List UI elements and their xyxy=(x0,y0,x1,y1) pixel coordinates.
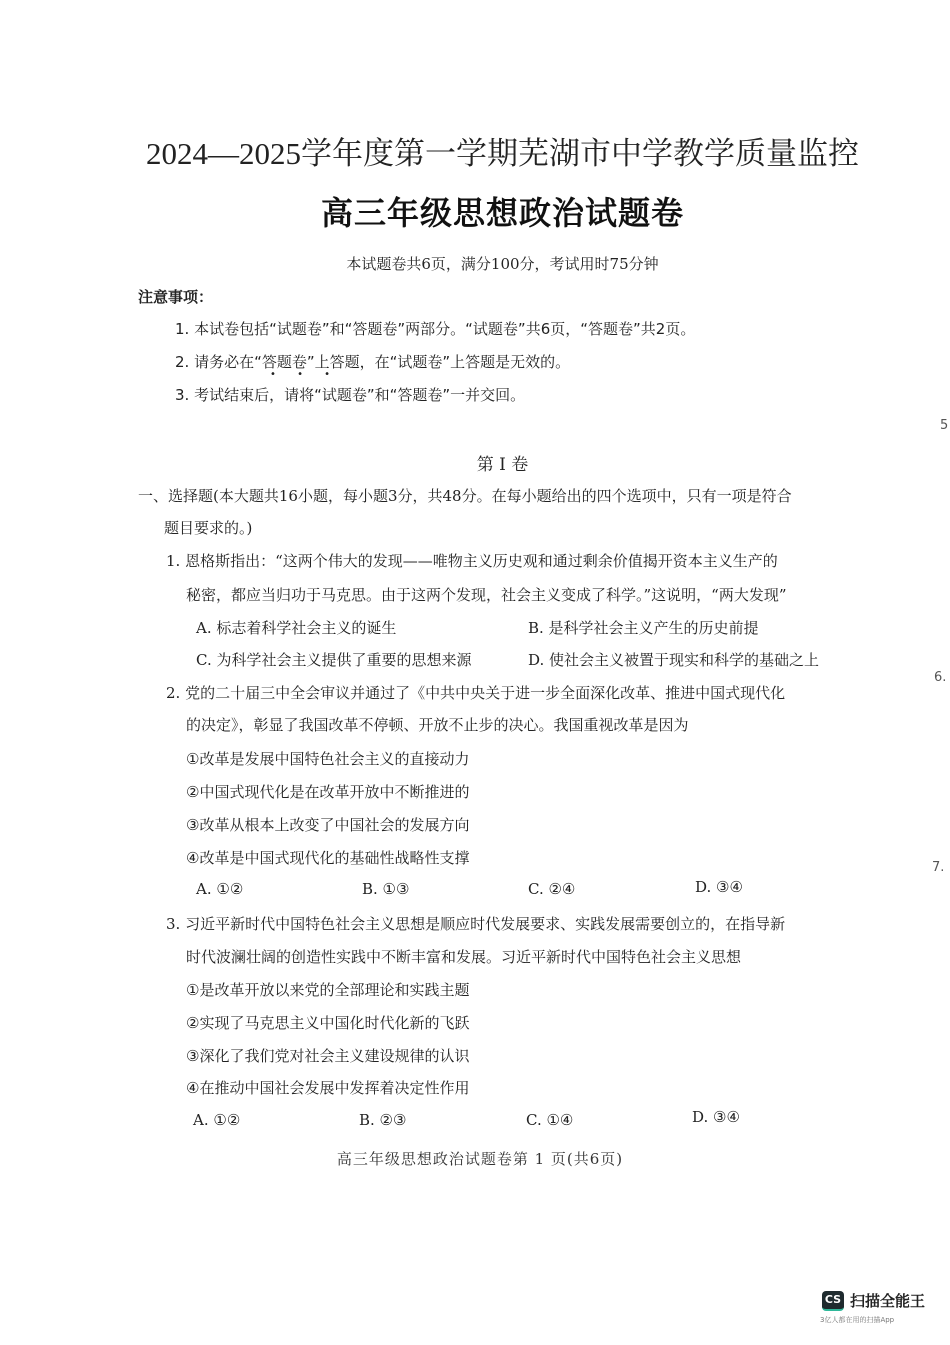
q3-option-a: A. ①② xyxy=(193,1111,241,1129)
page-footer: 高三年级思想政治试题卷第 1 页(共6页) xyxy=(336,1150,624,1168)
q1-stem-line1: 1. 恩格斯指出：“这两个伟大的发现——唯物主义历史观和通过剩余价值揭开资本主义生产的 xyxy=(166,552,778,570)
q3-statement-4: ④在推动中国社会发展中发挥着决定性作用 xyxy=(186,1079,470,1097)
watermark-tagline: 3亿人都在用的扫描App xyxy=(820,1316,895,1324)
q2-statement-1: ①改革是发展中国特色社会主义的直接动力 xyxy=(186,750,470,768)
q2-stem-line2: 的决定》，彰显了我国改革不停顿、开放不止步的决心。我国重视改革是因为 xyxy=(186,716,689,734)
margin-mark-5: 5 xyxy=(940,418,949,433)
camscanner-logo-icon: CS xyxy=(822,1291,844,1311)
margin-mark-7: 7. xyxy=(932,860,945,875)
notice-item-1: 1. 本试卷包括“试题卷”和“答题卷”两部分。“试题卷”共6页，“答题卷”共2页。 xyxy=(175,320,696,338)
q3-stem-line2: 时代波澜壮阔的创造性实践中不断丰富和发展。习近平新时代中国特色社会主义思想 xyxy=(186,948,742,966)
q1-option-b: B. 是科学社会主义产生的历史前提 xyxy=(528,619,759,637)
q2-option-a: A. ①② xyxy=(196,880,244,898)
q1-stem-line2: 秘密，都应当归功于马克思。由于这两个发现，社会主义变成了科学。”这说明，“两大发现” xyxy=(186,586,787,604)
q3-option-b: B. ②③ xyxy=(359,1111,407,1129)
q3-option-d: D. ③④ xyxy=(692,1108,740,1126)
q2-option-c: C. ②④ xyxy=(528,880,576,898)
q3-stem-line1: 3. 习近平新时代中国特色社会主义思想是顺应时代发展要求、实践发展需要创立的，在指导新 xyxy=(166,915,786,933)
exam-subtitle: 高三年级思想政治试题卷 xyxy=(320,194,684,232)
q3-option-c: C. ①④ xyxy=(526,1111,574,1129)
margin-mark-6: 6. xyxy=(934,670,947,685)
q3-statement-1: ①是改革开放以来党的全部理论和实践主题 xyxy=(186,981,470,999)
notice-item-3: 3. 考试结束后，请将“试题卷”和“答题卷”一并交回。 xyxy=(175,386,526,404)
q1-option-a: A. 标志着科学社会主义的诞生 xyxy=(196,619,397,637)
notice-item-2 xyxy=(175,351,571,380)
q1-option-d: D. 使社会主义被置于现实和科学的基础之上 xyxy=(528,651,820,669)
q2-option-d: D. ③④ xyxy=(695,878,743,896)
q1-option-c: C. 为科学社会主义提供了重要的思想来源 xyxy=(196,651,472,669)
section-desc-line2: 题目要求的。) xyxy=(164,519,253,537)
q2-stem-line1: 2. 党的二十届三中全会审议并通过了《中共中央关于进一步全面深化改革、推进中国式现代化 xyxy=(166,684,786,702)
notice-item-2-text: 2. 请务必在“答题卷”上答题，在“试题卷”上答题是无效的。 xyxy=(175,353,571,371)
section-title: 第 I 卷 xyxy=(476,455,529,475)
notice-heading: 注意事项： xyxy=(138,288,214,306)
q2-option-b: B. ①③ xyxy=(362,880,410,898)
exam-title: 2024—2025学年度第一学期芜湖市中学教学质量监控 xyxy=(146,136,859,171)
q2-statement-4: ④改革是中国式现代化的基础性战略性支撑 xyxy=(186,849,470,867)
exam-info: 本试题卷共6页，满分100分，考试用时75分钟 xyxy=(346,255,659,273)
q3-statement-2: ②实现了马克思主义中国化时代化新的飞跃 xyxy=(186,1014,470,1032)
q2-statement-3: ③改革从根本上改变了中国社会的发展方向 xyxy=(186,816,470,834)
q3-statement-3: ③深化了我们党对社会主义建设规律的认识 xyxy=(186,1047,470,1065)
watermark-app-name: 扫描全能王 xyxy=(850,1292,926,1310)
emphasis-dots: • • • xyxy=(270,369,340,380)
section-desc-line1: 一、选择题(本大题共16小题，每小题3分，共48分。在每小题给出的四个选项中，只有一项是符合 xyxy=(138,487,792,505)
q2-statement-2: ②中国式现代化是在改革开放中不断推进的 xyxy=(186,783,470,801)
